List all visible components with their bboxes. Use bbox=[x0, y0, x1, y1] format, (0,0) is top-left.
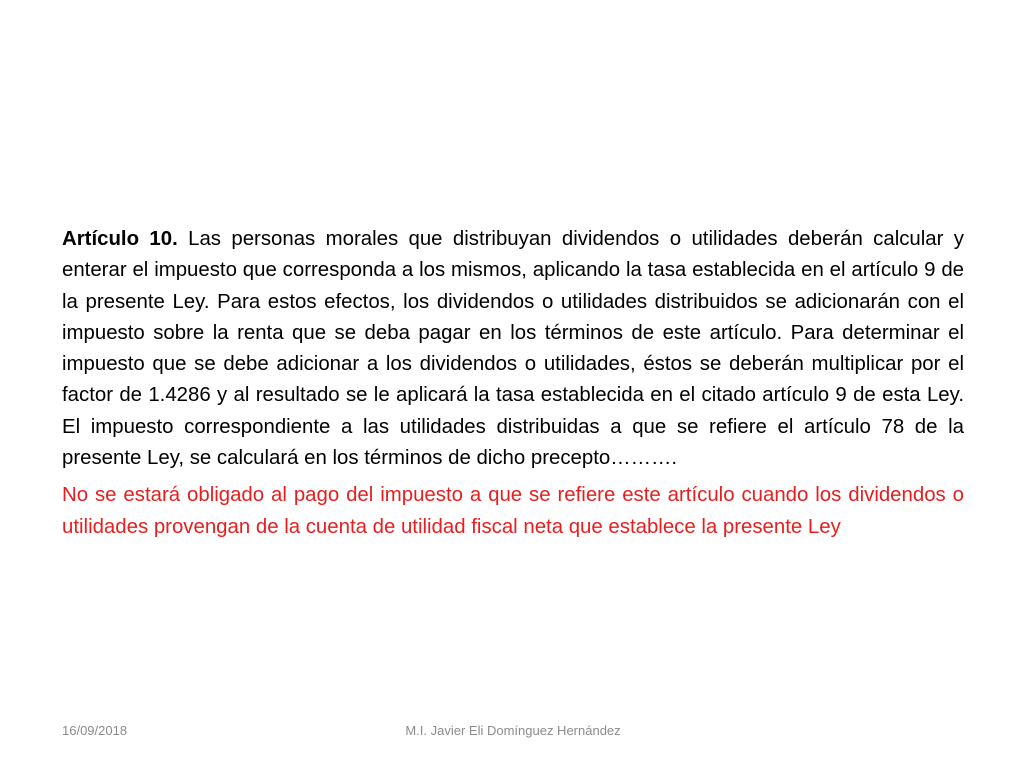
article-paragraph bbox=[62, 224, 964, 474]
footer-author: M.I. Javier Eli Domínguez Hernández bbox=[405, 723, 621, 738]
highlight-paragraph: No se estará obligado al pago del impuesto a que se refiere este artículo cuando los dividendos o utilidades provengan de la cuenta de utilidad fiscal neta que establece la presente Ley bbox=[62, 484, 964, 538]
footer-date: 16/09/2018 bbox=[62, 723, 128, 738]
article-text: Las personas morales que distribuyan dividendos o utilidades deberán calcular y enterar el impuesto que corresponda a los mismos, aplicando la tasa establecida en el artículo 9 de la presente Ley. Para estos efectos, los dividendos o utilidades distribuidos se adicionarán con el impuesto sobre la renta que se deba pagar en los términos de este artículo. Para determinar el impuesto que se debe adicionar a los dividendos o utilidades, éstos se deberán multiplicar por el factor de 1.4286 y al resultado se le aplicará la tasa establecida en el citado artículo 9 de esta Ley. El impuesto correspondiente a las utilidades distribuidas a que se refiere el artículo 78 de la presente Ley, se calculará en los términos de dicho precepto………. bbox=[62, 228, 964, 470]
slide-body bbox=[62, 224, 964, 543]
article-heading: Artículo 10. bbox=[62, 228, 178, 250]
